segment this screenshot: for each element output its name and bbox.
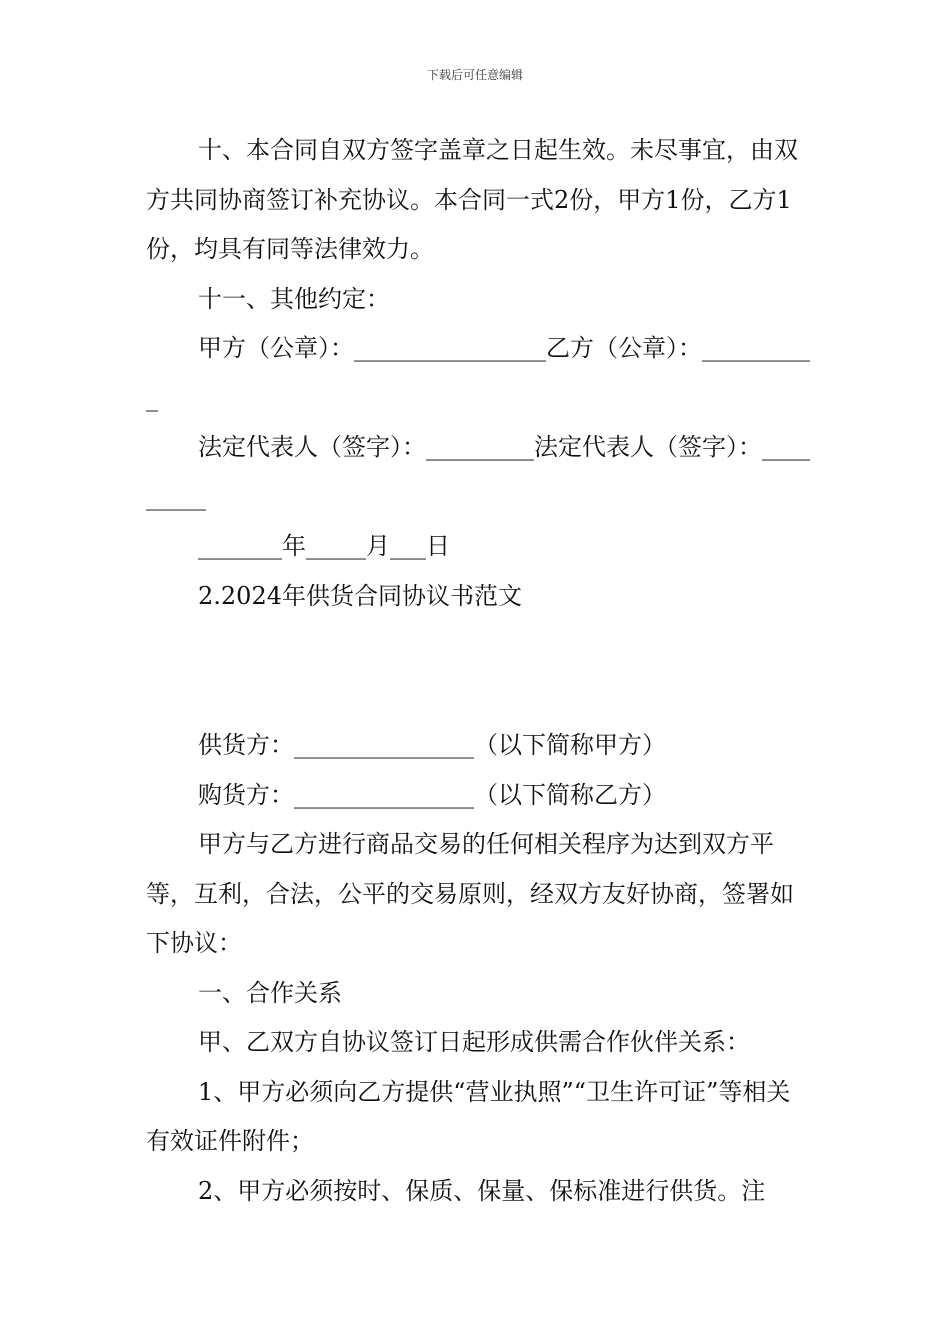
section-title: 2.2024年供货合同协议书范文 [198, 581, 522, 610]
date-line: _______年_____月___日 [198, 532, 450, 560]
blank-spacer [146, 621, 810, 721]
clause-eleven-heading: 十一、其他约定： [198, 284, 390, 313]
item-two-paragraph: 2、甲方必须按时、保质、保量、保标准进行供货。注 [198, 1176, 766, 1205]
supplier-line: 供货方：_______________（以下简称甲方） [198, 731, 666, 759]
clause-ten-paragraph: 十、本合同自双方签字盖章之日起生效。未尽事宜，由双方共同协商签订补充协议。本合同一式2份，甲方1份，乙方1份，均具有同等法律效力。 [146, 136, 798, 263]
purchaser-line: 购货方：_______________（以下简称乙方） [198, 780, 666, 809]
section-one-heading: 一、合作关系 [198, 978, 342, 1007]
page-header-note: 下载后可任意编辑 [426, 68, 523, 82]
legal-rep-signature-line: 法定代表人（签字）：_________法定代表人（签字）：_________ [146, 433, 810, 511]
intro-paragraph: 甲方与乙方进行商品交易的任何相关程序为达到双方平等，互利，合法，公平的交易原则，经双方友好协商，签署如下协议： [146, 830, 794, 957]
party-seal-line: 甲方（公章）：________________乙方（公章）：__________ [146, 334, 810, 412]
document-body [146, 126, 810, 1216]
item-one-paragraph: 1、甲方必须向乙方提供“营业执照”“卫生许可证”等相关有效证件附件； [146, 1077, 791, 1155]
relationship-paragraph: 甲、乙双方自协议签订日起形成供需合作伙伴关系： [198, 1028, 750, 1056]
